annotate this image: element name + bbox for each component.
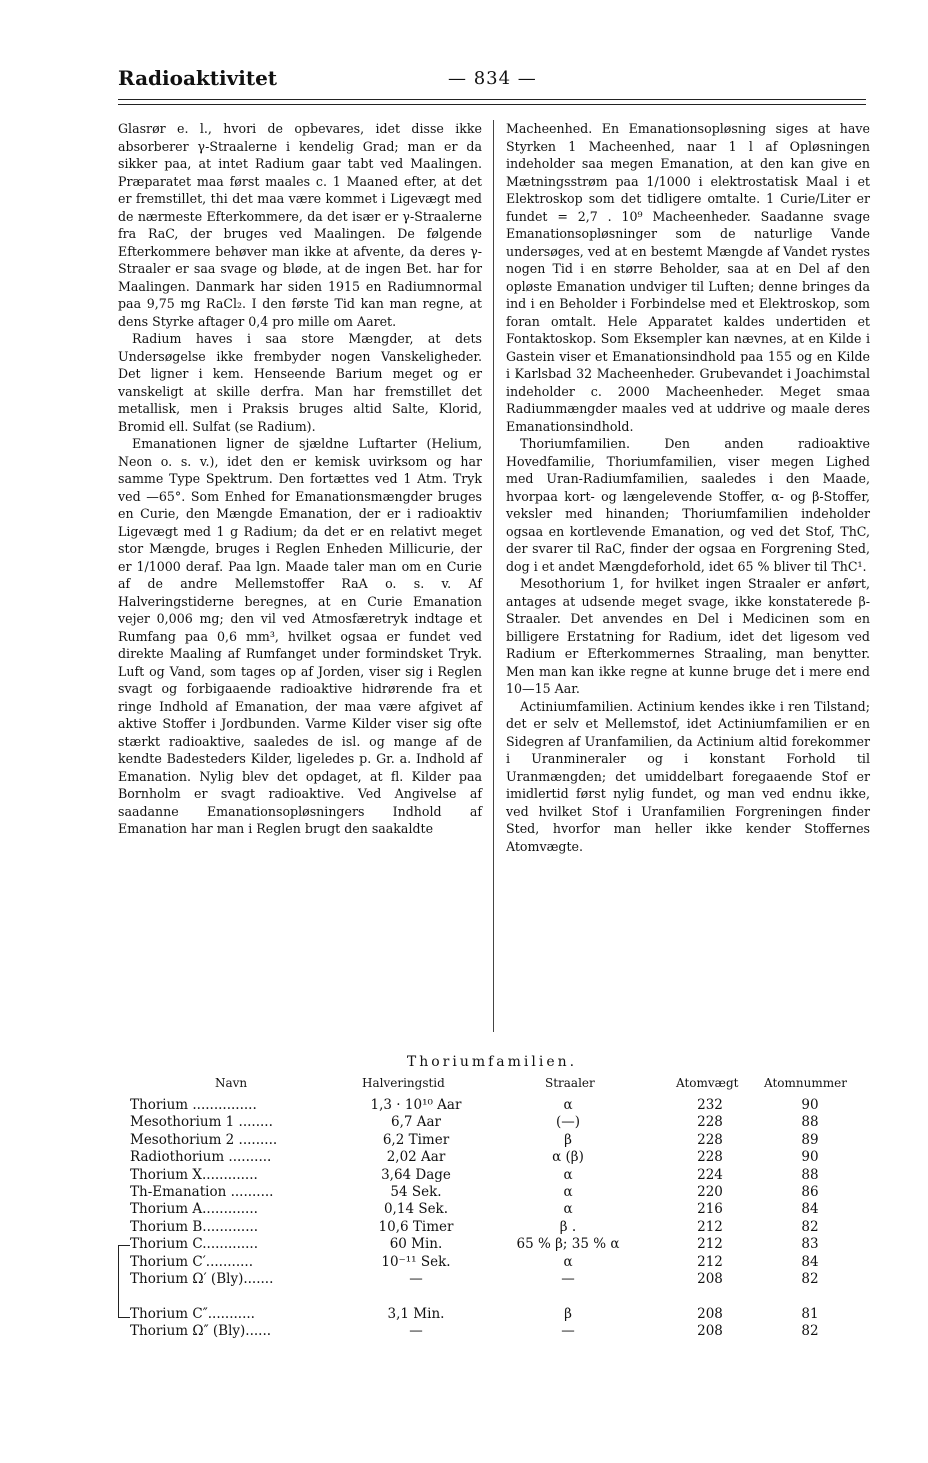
page-header [118, 62, 866, 94]
cell-half-life: 60 Min. [389, 1236, 443, 1253]
paragraph: Glasrør e. l., hvori de opbevares, idet disse ikke absorberer γ-Straalerne i kendelig Grad; man er da sikker paa, at intet Radium gaar tabt ved Maalingen. Præparatet maa først maales c. 1 Maaned efter, at det er fremstillet, thi det maa være kommet i Ligevægt med de nærmeste Efterkommere, da det især er γ-Straalerne fra RaC, der bruges ved Maalingen. De følgende Efterkommere behøver man ikke at afvente, da deres γ-Straaler er saa svage og bløde, at de ingen Bet. har for Maalingen. Danmark har siden 1915 en Radiumnormal paa 9,75 mg RaCl₂. I den første Tid kan man regne, at dens Styrke aftager 0,4 pro mille om Aaret. [118, 121, 482, 329]
cell-atomic-number: 82 [801, 1323, 819, 1340]
cell-atomic-number: 83 [801, 1236, 819, 1253]
cell-rays: α [563, 1166, 573, 1183]
cell-name: Mesothorium 1 ........ [130, 1114, 273, 1131]
cell-atomic-weight: 220 [697, 1184, 723, 1200]
cell-atomic-number: 84 [801, 1201, 819, 1218]
cell-name: Thorium X............. [130, 1166, 258, 1183]
cell-atomic-weight: 232 [697, 1097, 723, 1113]
cell-half-life: 3,64 Dage [381, 1166, 451, 1183]
cell-rays: α [563, 1184, 573, 1200]
cell-name: Thorium B............. [130, 1218, 259, 1235]
paragraph: Thoriumfamilien. Den anden radioaktive Hovedfamilie, Thoriumfamilien, viser megen Lighed med Uran-Radiumfamilien, saaledes i den Maade, hvorpaa kort- og længelevende Stoffer, α- og β-Stoffer, veksler med hinanden; Thoriumfamilien indeholder ogsaa en kortlevende Emanation, og ved det Stof, ThC, der svarer til RaC, finder der ogsaa en Forgrening Sted, dog i et andet Mængdeforhold, idet 65 % bliver til ThC¹. [506, 436, 870, 574]
cell-name: Thorium ............... [130, 1097, 257, 1113]
cell-atomic-number: 81 [801, 1305, 819, 1322]
page-number: — 834 — [448, 68, 537, 89]
cell-half-life: 0,14 Sek. [383, 1201, 449, 1218]
header-rule [118, 99, 866, 100]
cell-atomic-weight: 212 [697, 1218, 723, 1235]
branch-tick-bottom [118, 1317, 130, 1318]
cell-rays: α [563, 1253, 573, 1270]
cell-name: Radiothorium .......... [130, 1149, 272, 1166]
table-row [130, 1323, 850, 1341]
paragraph: Actiniumfamilien. Actinium kendes ikke i ren Tilstand; det er selv et Mellemstof, idet Actiniumfamilien er en Sidegren af Uranfamilien, da Actinium altid forekommer i Uranmineraler og i konstant Forhold til Uranmængden; det umiddelbart foregaaende Stof er imidlertid først nylig fundet, og man ved endnu ikke, ved hvilket Stof i Uranfamilien Forgreningen finder Sted, hvorfor man heller ikke kender Stoffernes Atomvægte. [506, 698, 870, 854]
cell-half-life: 2,02 Aar [386, 1149, 446, 1166]
cell-atomic-weight: 208 [697, 1323, 723, 1340]
paragraph: Mesothorium 1, for hvilket ingen Straaler er anført, antages at udsende meget svage, ikke konstaterede β-Straaler. Det anvendes en Del i Medicinen som en billigere Erstatning for Radium, idet det ligesom ved Radium er Efterkommernes Straaling, man benytter. Men man kan ikke regne at kunne bruge det i mere end 10—15 Aar. [506, 576, 870, 696]
table-row [130, 1271, 850, 1289]
cell-atomic-number: 86 [801, 1184, 819, 1200]
cell-rays: α [563, 1201, 573, 1218]
cell-half-life: 10,6 Timer [378, 1218, 454, 1235]
cell-atomic-weight: 228 [697, 1131, 723, 1148]
cell-half-life: 1,3 · 10¹⁰ Aar [370, 1097, 462, 1113]
header-rays: Straaler [545, 1076, 595, 1090]
cell-name: Mesothorium 2 ......... [130, 1131, 278, 1148]
cell-atomic-number: 90 [801, 1097, 819, 1113]
cell-atomic-weight: 212 [697, 1236, 723, 1253]
cell-rays: — [561, 1271, 575, 1287]
cell-rays: — [561, 1323, 575, 1340]
cell-atomic-number: 84 [801, 1253, 819, 1270]
cell-rays: α [563, 1097, 573, 1113]
header-half-life: Halveringstid [362, 1076, 445, 1090]
paragraph: Macheenhed. En Emanationsopløsning siges at have Styrken 1 Macheenhed, naar 1 l af Opløsningen indeholder saa megen Emanation, at den kan give en Mætningsstrøm paa 1/1000 i elektrostatisk Maal i et Elektroskop som det tidligere omtalte. 1 Curie/Liter er fundet = 2,7 . 10⁹ Macheenheder. Saadanne svage Emanationsopløsninger som de naturlige Vande undersøges, ved at en bestemt Mængde af Vandet rystes nogen Tid i en større Beholder, saa at en Del af den opløste Emanation undviger til Luften; denne bringes da ind i en Beholder i Forbindelse med et Elektroskop, som foran omtalt. Hele Apparatet kaldes undertiden et Fontaktoskop. Som Eksempler kan nævnes, at en Kilde i Gastein viser et Emanationsindhold paa 155 og en Kilde i Karlsbad 32 Macheenheder. Grubevandet i Joachimstal indeholder c. 2000 Macheenheder. Meget smaa Radiummængder maales ved at uddrive og maale deres Emanationsindhold. [506, 121, 870, 434]
cell-rays: β [564, 1131, 572, 1148]
column-divider [493, 120, 494, 1032]
cell-half-life: 54 Sek. [390, 1184, 442, 1200]
table-row [130, 1236, 850, 1254]
cell-name: Thorium C″........... [130, 1305, 255, 1322]
paragraph: Emanationen ligner de sjældne Luftarter (Helium, Neon o. s. v.), idet den er kemisk uvirksom og har samme Type Spektrum. Den fortættes ved 1 Atm. Tryk ved —65°. Som Enhed for Emanationsmængder bruges en Curie, den Mængde Emanation, der er i radioaktiv Ligevægt med 1 g Radium; da det er en relativt meget stor Mængde, bruges i Reglen Enheden Millicurie, der er 1/1000 deraf. Paa lgn. Maade taler man om en Curie af de andre Mellemstoffer RaA o. s. v. Af Halveringstiderne beregnes, at en Curie Emanation vejer 0,006 mg; den vil ved Atmosfæretryk indtage et Rumfang paa 0,6 mm³, hvilket ogsaa er fundet ved direkte Maaling af Rumfanget under formindsket Tryk. Luft og Vand, som tages op af Jorden, viser sig i Reglen svagt og forbigaaende radioaktive hidrørende fra et ringe Indhold af Emanation, der maa være afgivet af aktive Stoffer i Jordbunden. Varme Kilder viser sig ofte stærkt radioaktive, saaledes de isl. og mange af de kendte Badesteders Kilder, ligeledes p. Gr. a. Indhold af Emanation. Nylig blev det opdaget, at fl. Kilder paa Bornholm er svagt radioaktive. Ved Angivelse af saadanne Emanationsopløsningers Indhold af Emanation har man i Reglen brugt den saakaldte [118, 436, 482, 836]
cell-rays: (—) [555, 1114, 581, 1131]
cell-name: Thorium C............. [130, 1236, 259, 1253]
cell-atomic-number: 82 [801, 1271, 819, 1287]
cell-rays: α (β) [552, 1149, 584, 1166]
running-title: Radioaktivitet [118, 66, 278, 90]
table-row [130, 1288, 850, 1306]
cell-half-life: 10⁻¹¹ Sek. [381, 1253, 451, 1270]
table-row [130, 1306, 850, 1324]
table-row [130, 1219, 850, 1237]
cell-atomic-number: 88 [801, 1166, 819, 1183]
cell-name: Thorium A............. [130, 1201, 258, 1218]
cell-atomic-number: 90 [801, 1149, 819, 1166]
cell-atomic-number: 88 [801, 1114, 819, 1131]
cell-name: Thorium Ω′ (Bly)....... [130, 1271, 274, 1287]
cell-half-life: 6,7 Aar [390, 1114, 441, 1131]
cell-atomic-number: 82 [801, 1218, 819, 1235]
right-column [506, 120, 870, 855]
table-row [130, 1149, 850, 1167]
branch-bracket [118, 1245, 119, 1317]
cell-atomic-weight: 212 [697, 1253, 723, 1270]
cell-atomic-weight: 228 [697, 1114, 723, 1131]
table-row [130, 1097, 850, 1115]
paragraph: Radium haves i saa store Mængder, at dets Undersøgelse ikke frembyder nogen Vanskeligheder. Det ligner i kem. Henseende Barium meget og er vanskeligt at skille derfra. Man har fremstillet det metallisk, men i Praksis bruges altid Salte, Klorid, Bromid ell. Sulfat (se Radium). [118, 331, 482, 434]
cell-rays: β . [559, 1218, 577, 1235]
table-row [130, 1167, 850, 1185]
cell-half-life: — [409, 1323, 423, 1340]
header-rule-second [118, 104, 866, 105]
cell-name: Thorium C′........... [130, 1253, 253, 1270]
cell-rays: 65 % β; 35 % α [516, 1236, 620, 1253]
table-row [130, 1132, 850, 1150]
header-name: Navn [215, 1076, 248, 1090]
cell-name: Thorium Ω″ (Bly)...... [130, 1323, 272, 1340]
table-caption: Thoriumfamilien. [406, 1054, 578, 1070]
cell-atomic-weight: 208 [697, 1271, 723, 1287]
cell-atomic-number: 89 [801, 1131, 819, 1148]
table-row [130, 1184, 850, 1202]
cell-name: Th-Emanation .......... [130, 1184, 274, 1200]
header-atomic-number: Atomnummer [764, 1076, 847, 1090]
header-atomic-weight: Atomvægt [676, 1076, 739, 1090]
table-row [130, 1201, 850, 1219]
table-row [130, 1254, 850, 1272]
cell-atomic-weight: 216 [697, 1201, 723, 1218]
cell-half-life: 3,1 Min. [387, 1305, 445, 1322]
cell-half-life: — [409, 1271, 423, 1287]
branch-tick-top [118, 1245, 130, 1246]
cell-rays: β [564, 1305, 572, 1322]
cell-atomic-weight: 224 [697, 1166, 723, 1183]
cell-atomic-weight: 228 [697, 1149, 723, 1166]
table-row [130, 1114, 850, 1132]
left-column [118, 120, 482, 838]
cell-half-life: 6,2 Timer [382, 1131, 450, 1148]
cell-atomic-weight: 208 [697, 1305, 723, 1322]
